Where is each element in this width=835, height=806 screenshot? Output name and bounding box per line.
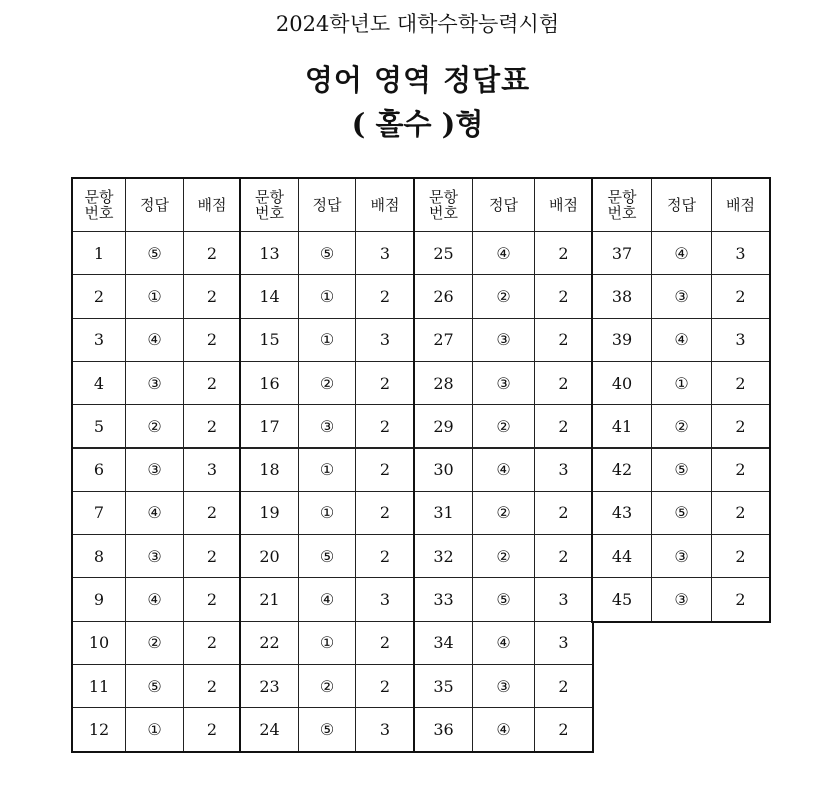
question-number-cell: 24 [240,707,299,751]
question-number-cell: 23 [240,664,299,708]
points-cell: 3 [355,231,415,275]
correct-answer-cell: ⑤ [651,491,712,535]
question-number-cell: 20 [240,534,299,578]
form-type: ( 홀수 )형 [351,107,484,141]
correct-answer-cell: ④ [298,577,356,621]
correct-answer-cell: ④ [472,448,535,492]
question-number-cell: 2 [72,274,126,318]
points-cell: 3 [355,707,415,751]
question-number-cell: 28 [414,361,473,405]
points-cell: 2 [183,621,241,665]
points-cell: 3 [355,577,415,621]
correct-answer-cell: ① [651,361,712,405]
question-number-cell: 35 [414,664,473,708]
correct-answer-cell: ② [125,404,184,448]
question-number-cell: 36 [414,707,473,751]
correct-answer-cell: ② [298,361,356,405]
column-header-answer: 정답 [298,178,356,232]
points-cell: 2 [711,404,770,448]
correct-answer-cell: ② [125,621,184,665]
correct-answer-cell: ⑤ [472,577,535,621]
points-cell: 3 [711,231,770,275]
correct-answer-cell: ① [125,707,184,751]
question-number-cell: 16 [240,361,299,405]
question-number-cell: 17 [240,404,299,448]
points-cell: 2 [534,274,593,318]
correct-answer-cell: ④ [125,318,184,362]
correct-answer-cell: ③ [651,577,712,621]
points-cell: 2 [534,231,593,275]
question-number-cell: 43 [592,491,652,535]
question-number-cell: 14 [240,274,299,318]
points-cell: 2 [534,318,593,362]
points-cell: 3 [711,318,770,362]
correct-answer-cell: ① [298,318,356,362]
points-cell: 2 [355,361,415,405]
correct-answer-cell: ⑤ [125,231,184,275]
points-cell: 2 [183,664,241,708]
points-cell: 2 [183,361,241,405]
correct-answer-cell: ② [472,534,535,578]
points-cell: 3 [534,621,593,665]
correct-answer-cell: ⑤ [298,534,356,578]
question-number-cell: 22 [240,621,299,665]
question-number-cell: 26 [414,274,473,318]
column-header-answer: 정답 [472,178,535,232]
points-cell: 3 [534,577,593,621]
correct-answer-cell: ② [472,491,535,535]
correct-answer-cell: ④ [125,491,184,535]
correct-answer-cell: ④ [472,621,535,665]
question-number-cell: 21 [240,577,299,621]
question-number-cell: 41 [592,404,652,448]
points-cell: 2 [534,534,593,578]
correct-answer-cell: ① [298,274,356,318]
column-header-points: 배점 [183,178,241,232]
column-header-points: 배점 [534,178,593,232]
question-number-cell: 42 [592,448,652,492]
points-cell: 3 [534,448,593,492]
points-cell: 2 [355,534,415,578]
points-cell: 2 [355,448,415,492]
question-number-cell: 19 [240,491,299,535]
column-header-points: 배점 [355,178,415,232]
exam-title: 2024학년도 대학수학능력시험 [275,12,560,36]
points-cell: 2 [711,274,770,318]
points-cell: 2 [355,664,415,708]
points-cell: 2 [534,491,593,535]
correct-answer-cell: ③ [125,534,184,578]
column-header-number: 문항 번호 [72,178,126,232]
question-number-cell: 37 [592,231,652,275]
correct-answer-cell: ② [472,274,535,318]
correct-answer-cell: ① [298,491,356,535]
column-header-number: 문항 번호 [592,178,652,232]
correct-answer-cell: ② [472,404,535,448]
correct-answer-cell: ④ [472,707,535,751]
question-number-cell: 30 [414,448,473,492]
points-cell: 2 [355,404,415,448]
points-cell: 2 [534,707,593,751]
question-number-cell: 8 [72,534,126,578]
correct-answer-cell: ④ [472,231,535,275]
question-number-cell: 34 [414,621,473,665]
question-number-cell: 44 [592,534,652,578]
points-cell: 3 [355,318,415,362]
subject-title: 영어 영역 정답표 [304,63,531,97]
question-number-cell: 5 [72,404,126,448]
question-number-cell: 13 [240,231,299,275]
correct-answer-cell: ③ [472,361,535,405]
correct-answer-cell: ① [298,621,356,665]
points-cell: 2 [183,707,241,751]
question-number-cell: 31 [414,491,473,535]
column-header-points: 배점 [711,178,770,232]
correct-answer-cell: ④ [125,577,184,621]
points-cell: 2 [183,577,241,621]
question-number-cell: 18 [240,448,299,492]
points-cell: 2 [534,361,593,405]
correct-answer-cell: ① [298,448,356,492]
points-cell: 2 [711,491,770,535]
question-number-cell: 32 [414,534,473,578]
correct-answer-cell: ③ [298,404,356,448]
points-cell: 2 [355,274,415,318]
correct-answer-cell: ③ [125,361,184,405]
correct-answer-cell: ⑤ [298,231,356,275]
correct-answer-cell: ③ [651,274,712,318]
question-number-cell: 11 [72,664,126,708]
points-cell: 2 [711,448,770,492]
points-cell: 2 [711,577,770,621]
question-number-cell: 45 [592,577,652,621]
question-number-cell: 10 [72,621,126,665]
question-number-cell: 38 [592,274,652,318]
question-number-cell: 7 [72,491,126,535]
points-cell: 3 [183,448,241,492]
question-number-cell: 9 [72,577,126,621]
correct-answer-cell: ⑤ [298,707,356,751]
correct-answer-cell: ③ [472,664,535,708]
correct-answer-cell: ⑤ [125,664,184,708]
question-number-cell: 25 [414,231,473,275]
column-header-number: 문항 번호 [414,178,473,232]
question-number-cell: 33 [414,577,473,621]
correct-answer-cell: ③ [651,534,712,578]
correct-answer-cell: ⑤ [651,448,712,492]
points-cell: 2 [183,231,241,275]
question-number-cell: 39 [592,318,652,362]
column-header-number: 문항 번호 [240,178,299,232]
points-cell: 2 [183,318,241,362]
correct-answer-cell: ④ [651,318,712,362]
correct-answer-cell: ③ [472,318,535,362]
question-number-cell: 4 [72,361,126,405]
points-cell: 2 [183,274,241,318]
points-cell: 2 [183,491,241,535]
points-cell: 2 [355,491,415,535]
question-number-cell: 3 [72,318,126,362]
correct-answer-cell: ④ [651,231,712,275]
points-cell: 2 [534,404,593,448]
points-cell: 2 [711,361,770,405]
question-number-cell: 29 [414,404,473,448]
question-number-cell: 6 [72,448,126,492]
question-number-cell: 27 [414,318,473,362]
question-number-cell: 40 [592,361,652,405]
points-cell: 2 [355,621,415,665]
correct-answer-cell: ③ [125,448,184,492]
points-cell: 2 [183,404,241,448]
column-header-answer: 정답 [125,178,184,232]
points-cell: 2 [534,664,593,708]
correct-answer-cell: ② [298,664,356,708]
points-cell: 2 [183,534,241,578]
question-number-cell: 15 [240,318,299,362]
question-number-cell: 12 [72,707,126,751]
question-number-cell: 1 [72,231,126,275]
correct-answer-cell: ① [125,274,184,318]
correct-answer-cell: ② [651,404,712,448]
points-cell: 2 [711,534,770,578]
column-header-answer: 정답 [651,178,712,232]
